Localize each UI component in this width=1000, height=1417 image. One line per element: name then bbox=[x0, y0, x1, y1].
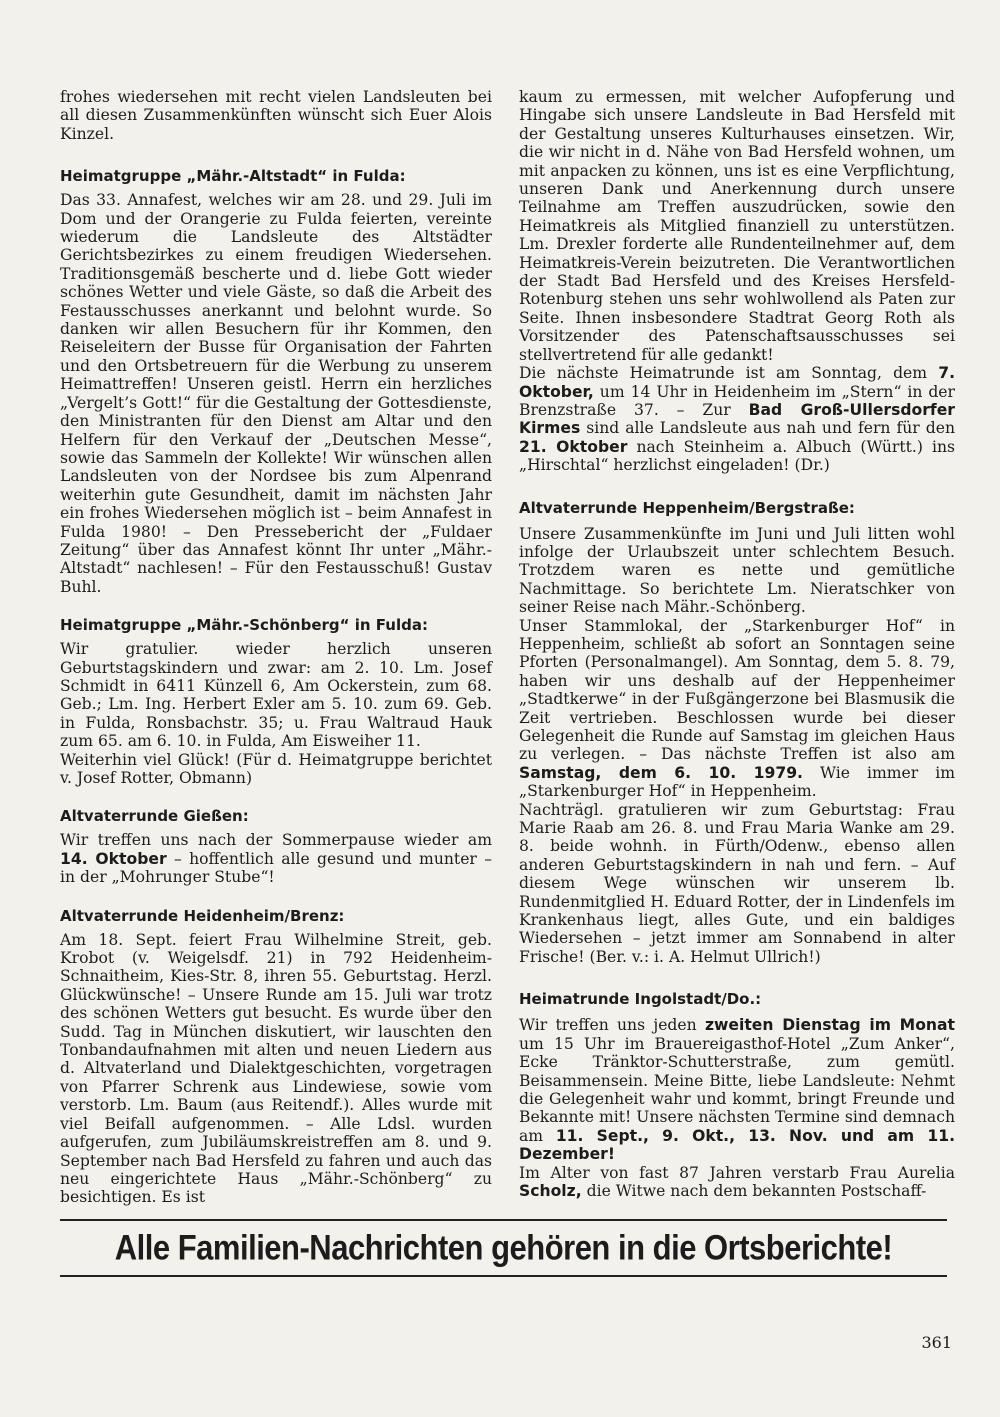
heading-giessen: Altvaterrunde Gießen: bbox=[60, 807, 249, 826]
bold-run: Bad Groß-Ullersdorfer Kirmes bbox=[519, 400, 955, 438]
text-run: Unser Stammlokal, der „Starkenburger Hof“ in Heppenheim, schließt ab sofort an Sonntagen seine Pforten (Personalmangel). Am Sonntag, dem 5. 8. 79, haben wir uns deshalb auf der Heppenheimer „Stadtkerwe“ in der Fußgängerzone bei Blasmusik die Zeit vertrieben. Beschlossen wurde bei dieser Gelegenheit die Runde auf Samstag im gleichen Haus zu verlegen. – Das nächste Treffen ist also am bbox=[519, 616, 955, 764]
paragraph-maehr-schoenberg-1: Wir gratulier. wieder herzlich unseren Geburtstagskindern und zwar: am 2. 10. Lm. Josef Schmidt in 6411 Künzell 6, Am Ockerstein, zum 68. Geb.; Lm. Ing. Herbert Exler am 5. 10. zum 69. Geb. in Fulda, Ronsbachstr. 35; u. Frau Waltraud Hauk zum 65. am 6. 10. in Fulda, Am Eisweiher 11. bbox=[60, 640, 492, 751]
paragraph-maehr-schoenberg-2: Weiterhin viel Glück! (Für d. Heimatgruppe berichtet v. Josef Rotter, Obmann) bbox=[60, 750, 492, 787]
bold-run: 21. Oktober bbox=[519, 437, 628, 456]
bold-run: Scholz, bbox=[519, 1181, 582, 1200]
bold-run: 7. Oktober, bbox=[519, 364, 955, 401]
banner-bottom-rule bbox=[60, 1275, 947, 1277]
bold-run: 11. Sept., 9. Okt., 13. Nov. und am 11. Dezember! bbox=[519, 1126, 956, 1164]
paragraph-heidenheim: Am 18. Sept. feiert Frau Wilhelmine Streit, geb. Krobot (v. Weigelsdf. 21) in 792 Heidenheim-Schnaitheim, Kies-Str. 8, ihren 55. Geburtstag. Herzl. Glückwünsche! – Unsere Runde am 15. Juli war trotz des schönen Wetters gut besucht. Es wurde über den Sudd. Tag in München diskutiert, wir lauschten den Tonbandaufnahmen mit alten und neuen Liedern aus d. Altvaterland und Dialektgeschichten, vorgetragen von Pfarrer Schrenk aus Lindewiese, sowie vom verstorb. Lm. Baum (aus Reitendf.). Alles wurde mit viel Beifall aufgenommen. – Alle Ldsl. wurden aufgerufen, zum Jubiläumskreistreffen am 8. und 9. September nach Bad Hersfeld zu fahren und auch das neu eingerichtete Haus „Mähr.-Schönberg“ zu besichtigen. Es ist bbox=[60, 930, 492, 1207]
text-run: sind alle Landsleute aus nah und fern für den bbox=[580, 419, 955, 438]
left-column bbox=[60, 88, 492, 1207]
heading-heppenheim: Altvaterrunde Heppenheim/Bergstraße: bbox=[519, 498, 855, 517]
bold-run: Samstag, dem 6. 10. 1979. bbox=[519, 763, 803, 782]
text-run: Im Alter von fast 87 Jahren verstarb Frau Aurelia bbox=[519, 1163, 955, 1182]
family-news-banner: Alle Familien-Nachrichten gehören in die Ortsberichte! bbox=[114, 1227, 893, 1268]
heading-maehr-altstadt: Heimatgruppe „Mähr.-Altstadt“ in Fulda: bbox=[60, 167, 406, 186]
text-run: – hoffentlich alle gesund und munter – in der „Mohrunger Stube“! bbox=[60, 849, 493, 887]
heading-heidenheim: Altvaterrunde Heidenheim/Brenz: bbox=[60, 906, 345, 925]
text-run: um 15 Uhr im Brauereigasthof-Hotel „Zum Anker“, Ecke Tränktor-Schutterstraße, zum gemütl. Beisammensein. Meine Bitte, liebe Landsleute: Nehmt die Gelegenheit wahr und kommt, bringt Freunde und Bekannte mit! Unsere nächsten Termine sind demnach am bbox=[519, 1034, 955, 1145]
right-column bbox=[519, 88, 955, 1200]
page-number: 361 bbox=[921, 1333, 952, 1352]
paragraph-ingolstadt-2 bbox=[519, 1164, 955, 1201]
bold-run: zweiten Dienstag im Monat bbox=[704, 1016, 955, 1035]
paragraph-heppenheim-3: Nachträgl. gratulieren wir zum Geburtstag: Frau Marie Raab am 26. 8. und Frau Maria Wanke am 29. 8. beide wohnh. in Fürth/Odenw., ebenso allen anderen Geburtstagskindern in nah und fern. – Auf diesem Wege wünschen wir unserem lb. Rundenmitglied H. Eduard Rotter, der in Lindenfels im Krankenhaus liegt, alles Gute, und ein baldiges Wiedersehen – jetzt immer am Sonnabend in alter Frische! (Ber. v.: i. A. Helmut Ullrich!) bbox=[519, 800, 955, 966]
text-run: Die nächste Heimatrunde ist am Sonntag, dem bbox=[519, 364, 939, 383]
text-run: die Witwe nach dem bekannten Postschaff- bbox=[581, 1181, 927, 1200]
text-run: nach Steinheim a. Albuch (Württ.) ins „Hirschtal“ herzlichst eingeladen! (Dr.) bbox=[519, 437, 956, 475]
paragraph-heppenheim-1: Unsere Zusammenkünfte im Juni und Juli litten wohl infolge der Urlaubszeit unter schlechtem Besuch. Trotzdem waren es nette und gemütliche Nachmittage. So berichtete Lm. Nieratschker von seiner Reise nach Mähr.-Schönberg. bbox=[519, 524, 955, 617]
paragraph-continuation: kaum zu ermessen, mit welcher Aufopferung und Hingabe sich unsere Landsleute in Bad Hersfeld mit der Gestaltung unseres Kulturhauses einsetzen. Wir, die wir nicht in d. Nähe von Bad Hersfeld wohnen, um mit anpacken zu können, uns ist es eine Verpflichtung, unseren Dank und Anerkennung durch unsere Teilnahme am Treffen auszudrücken, sowie den Heimatkreis als Mitglied finanziell zu unterstützen. Lm. Drexler forderte alle Rundenteilnehmer auf, dem Heimatkreis-Verein beizutreten. Die Verantwortlichen der Stadt Bad Hersfeld und des Kreises Hersfeld-Rotenburg stehen uns sehr wohlwollend als Paten zur Seite. Ihnen insbesondere Stadtrat Georg Roth als Vorsitzender des Patenschaftsausschusses sei stellvertretend für alle gedankt! bbox=[519, 88, 955, 364]
bold-run: 14. Oktober bbox=[60, 849, 167, 868]
text-run: um 14 Uhr in Heidenheim im „Stern“ in der Brenzstraße 37. – Zur bbox=[519, 382, 955, 419]
banner-top-rule bbox=[60, 1219, 947, 1221]
paragraph-next-heimatrunde bbox=[519, 364, 955, 474]
paragraph-maehr-altstadt: Das 33. Annafest, welches wir am 28. und 29. Juli im Dom und der Orangerie zu Fulda feierten, vereinte wiederum die Landsleute des Altstädter Gerichtsbezirkes zu einem freudigen Wiedersehen. Traditionsgemäß bescherte und d. liebe Gott wieder schönes Wetter und viele Gäste, so daß die Arbeit des Festausschusses anerkannt und belohnt wurde. So danken wir allen Besuchern für ihr Kommen, den Reiseleitern der Busse für Organisation der Fahrten und den Ortsbetreuern für die Werbung zu unserem Heimattreffen! Unseren geistl. Herrn ein herzliches „Vergelt’s Gott!“ für die Gestaltung der Gottesdienste, den Ministranten für den Dienst am Altar und den Helfern für den Verkauf der „Deutschen Messe“, sowie das Sammeln der Kollekte! Wir wünschen allen Landsleuten von der Nordsee bis zum Alpenrand weiterhin gute Gesundheit, damit im nächsten Jahr ein frohes Wiedersehen möglich ist – beim Annafest in Fulda 1980! – Den Pressebericht der „Fuldaer Zeitung“ über das Annafest könnt Ihr unter „Mähr.-Altstadt“ nachlesen! – Für den Festausschuß! Gustav Buhl. bbox=[60, 191, 492, 596]
paragraph-giessen bbox=[60, 831, 492, 886]
heading-ingolstadt: Heimatrunde Ingolstadt/Do.: bbox=[519, 990, 762, 1009]
text-run: Wie immer im „Starkenburger Hof“ in Heppenheim. bbox=[519, 763, 955, 801]
heading-maehr-schoenberg: Heimatgruppe „Mähr.-Schönberg“ in Fulda: bbox=[60, 616, 428, 635]
intro-paragraph: frohes wiedersehen mit recht vielen Landsleuten bei all diesen Zusammenkünften wünscht sich Euer Alois Kinzel. bbox=[60, 88, 492, 143]
text-run: Wir treffen uns jeden bbox=[519, 1016, 705, 1035]
paragraph-ingolstadt-1 bbox=[519, 1016, 955, 1163]
paragraph-heppenheim-2 bbox=[519, 617, 955, 801]
text-run: Wir treffen uns nach der Sommerpause wieder am bbox=[60, 831, 492, 850]
